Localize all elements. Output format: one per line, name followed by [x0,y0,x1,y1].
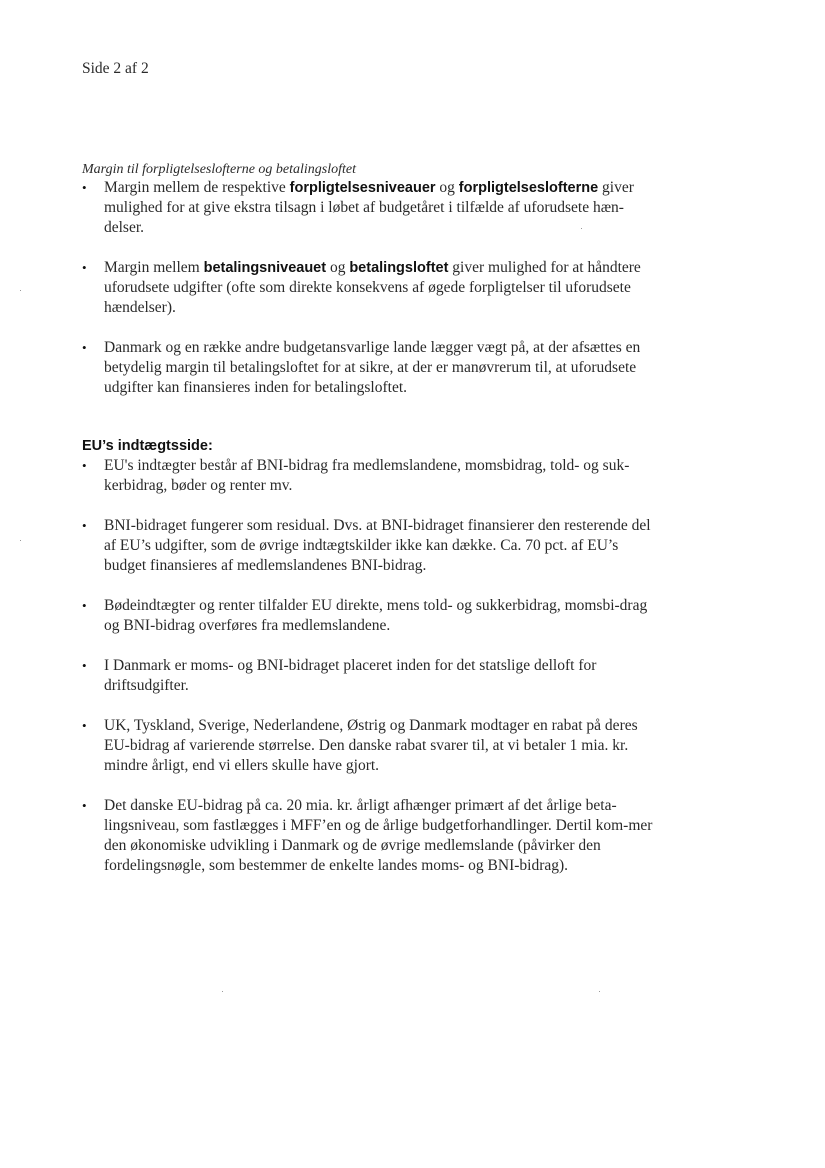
bullet-icon: • [82,458,87,473]
bullet-icon: • [82,658,87,673]
item-text: og [326,259,350,276]
item-text: Margin mellem de respektive [104,179,290,196]
bullet-icon: • [82,798,87,813]
scan-speck [599,991,600,992]
bold-term: forpligtelseslofterne [458,180,599,196]
item-text: Danmark og en række andre budgetansvarlige lande lægger vægt på, at der afsættes en betydelig margin til betalingsloftet for at sikre, at der er manøvrerum til, at uforudsete udgifter kan finansieres inden for betalingsloftet. [104,339,641,396]
scan-speck [222,991,223,992]
item-text: I Danmark er moms- og BNI-bidraget placeret inden for det statslige delloft for driftsudgifter. [104,657,597,694]
list-item [82,716,662,776]
section-heading-margin: Margin til forpligtelseslofterne og betalingsloftet [82,162,357,177]
bullet-icon: • [82,518,87,533]
bold-term: betalingsniveauet [203,260,327,276]
bullet-icon: • [82,340,87,355]
page-number: Side 2 af 2 [82,60,149,77]
list-item [82,338,662,398]
scan-speck [20,540,21,541]
item-text: giver mulighed for at håndtere uforudsete udgifter (ofte som direkte konsekvens af øgede forpligtelser til uforudsete hændelser). [104,259,641,316]
item-text: EU's indtægter består af BNI-bidrag fra medlemslandene, momsbidrag, told- og suk-kerbidrag, bøder og renter mv. [104,457,630,494]
list-item [82,516,662,576]
item-text: Bødeindtægter og renter tilfalder EU direkte, mens told- og sukkerbidrag, momsbi-drag og BNI-bidrag overføres fra medlemslandene. [104,597,648,634]
scan-speck [581,228,582,229]
bullet-icon: • [82,598,87,613]
item-text: Margin mellem [104,259,204,276]
item-text: Det danske EU-bidrag på ca. 20 mia. kr. årligt afhænger primært af det årlige beta-lingsniveau, som fastlægges i MFF’en og de årlige budgetforhandlinger. Dertil kom-mer den økonomiske udvikling i Danmark og de øvrige medlemslande (påvirker den fordelingsnøgle, som bestemmer de enkelte landes moms- og BNI-bidrag). [104,797,653,874]
scan-speck [20,290,21,291]
section-heading-revenue: EU’s indtægtsside: [82,438,213,454]
list-item [82,596,662,636]
list-item [82,656,662,696]
bold-term: forpligtelsesniveauer [289,180,436,196]
item-text: UK, Tyskland, Sverige, Nederlandene, Østrig og Danmark modtager en rabat på deres EU-bidrag af varierende størrelse. Den danske rabat svarer til, at vi betaler 1 mia. kr. mindre årligt, end vi ellers skulle have gjort. [104,717,638,774]
item-text: og [435,179,459,196]
bold-term: betalingsloftet [349,260,449,276]
list-item [82,178,662,238]
list-item [82,258,662,318]
item-text: giver mulighed for at give ekstra tilsagn i løbet af budgetåret i tilfælde af uforudsete hæn-delser. [104,179,634,236]
bullet-icon: • [82,260,87,275]
margin-bullet-list [82,178,662,398]
list-item [82,796,662,876]
bullet-icon: • [82,718,87,733]
bullet-icon: • [82,180,87,195]
revenue-bullet-list [82,456,662,876]
item-text: BNI-bidraget fungerer som residual. Dvs. at BNI-bidraget finansierer den resterende del af EU’s udgifter, som de øvrige indtægtskilder ikke kan dække. Ca. 70 pct. af EU’s budget finansieres af medlemslandenes BNI-bidrag. [104,517,651,574]
list-item [82,456,662,496]
